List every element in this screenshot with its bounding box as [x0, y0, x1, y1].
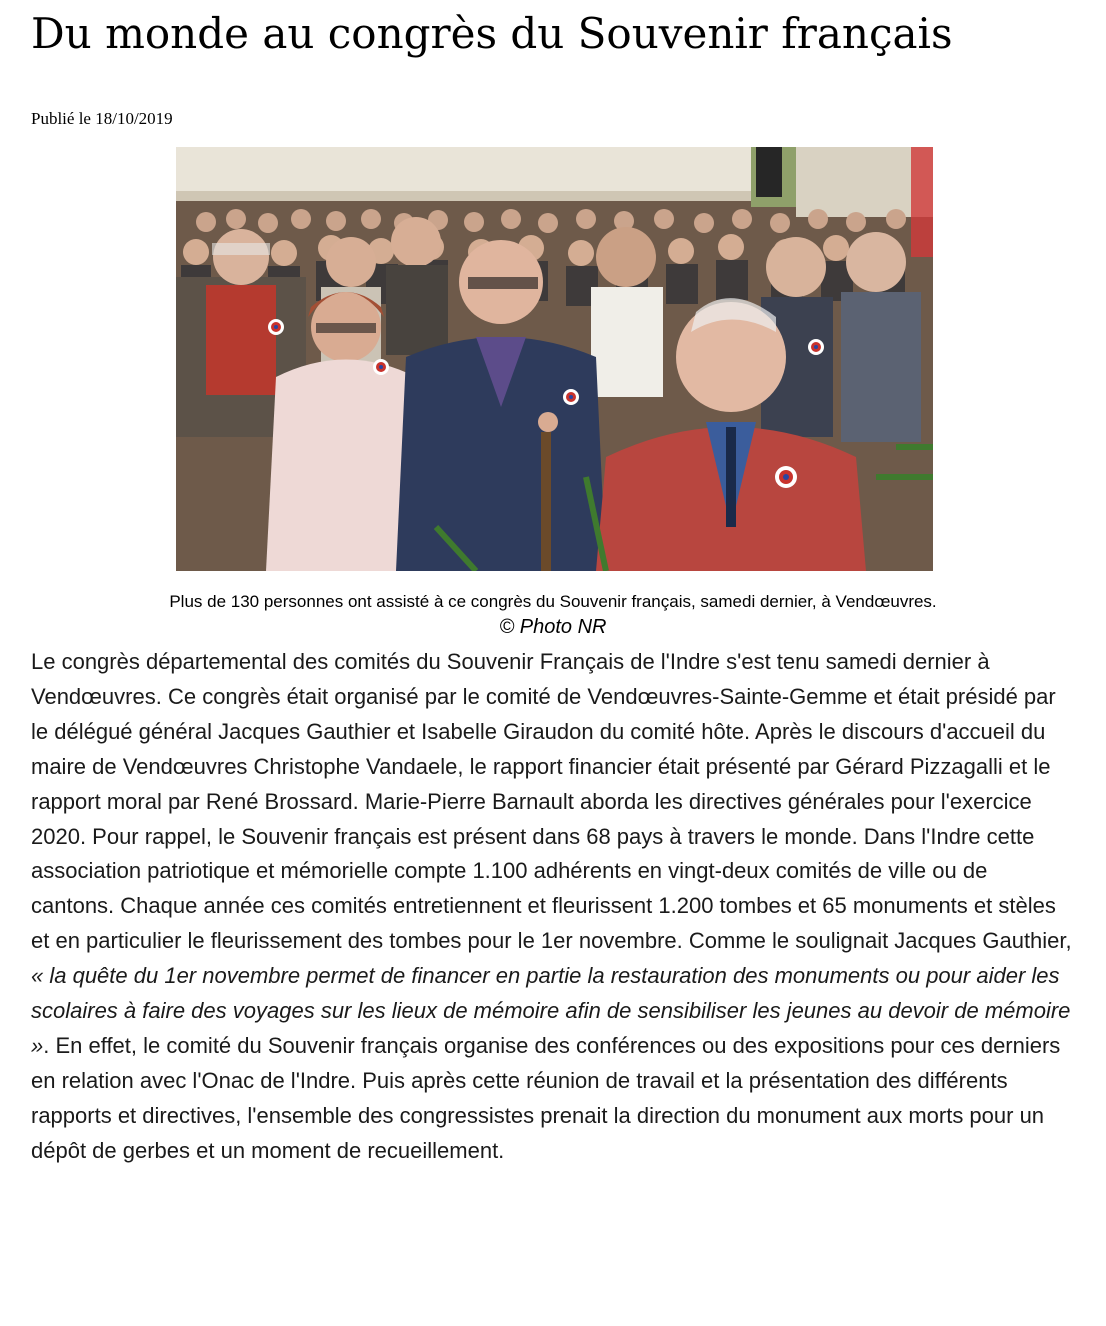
photo-caption: Plus de 130 personnes ont assisté à ce congrès du Souvenir français, samedi dernier, à Vendœuvres.: [169, 592, 937, 611]
article-title: Du monde au congrès du Souvenir français: [31, 9, 953, 58]
article-body: [31, 645, 1076, 1169]
audience-illustration: [176, 147, 933, 571]
body-rest: . En effet, le comité du Souvenir français organise des conférences ou des expositions pour ces derniers en relation avec l'Onac de l'Indre. Puis après cette réunion de travail et la présentation des différents rapports et directives, l'ensemble des congressistes prenait la direction du monument aux morts pour un dépôt de gerbes et un moment de recueillement.: [31, 1032, 1061, 1163]
body-lead: Le congrès départemental des comités du Souvenir Français de l'Indre s'est tenu samedi dernier à Vendœuvres. Ce congrès était organisé par le comité de Vendœuvres-Sainte-Gemme et était présidé par le délégué général Jacques Gauthier et Isabelle Giraudon du comité hôte. Après le discours d'accueil du maire de Vendœuvres Christophe Vandaele, le rapport financier était présenté par Gérard Pizzagalli et le rapport moral par René Brossard. Marie-Pierre Barnault aborda les directives générales pour l'exercice 2020. Pour rappel, le Souvenir français est présent dans 68 pays à travers le monde. Dans l'Indre cette association patriotique et mémorielle compte 1.100 adhérents en vingt-deux comités de ville ou de cantons. Chaque année ces comités entretiennent et fleurissent 1.200 tombes et 65 monuments et stèles et en particulier le fleurissement des tombes pour le 1er novembre. Comme le soulignait Jacques Gauthier,: [31, 649, 1072, 954]
photo-credit: © Photo NR: [499, 616, 607, 638]
publication-date: Publié le 18/10/2019: [31, 109, 173, 128]
article-photo: [176, 147, 933, 571]
body-quote: « la quête du 1er novembre permet de financer en partie la restauration des monuments ou pour aider les scolaires à faire des voyages sur les lieux de mémoire afin de sensibiliser les jeunes au devoir de mémoire »: [31, 963, 1071, 1058]
